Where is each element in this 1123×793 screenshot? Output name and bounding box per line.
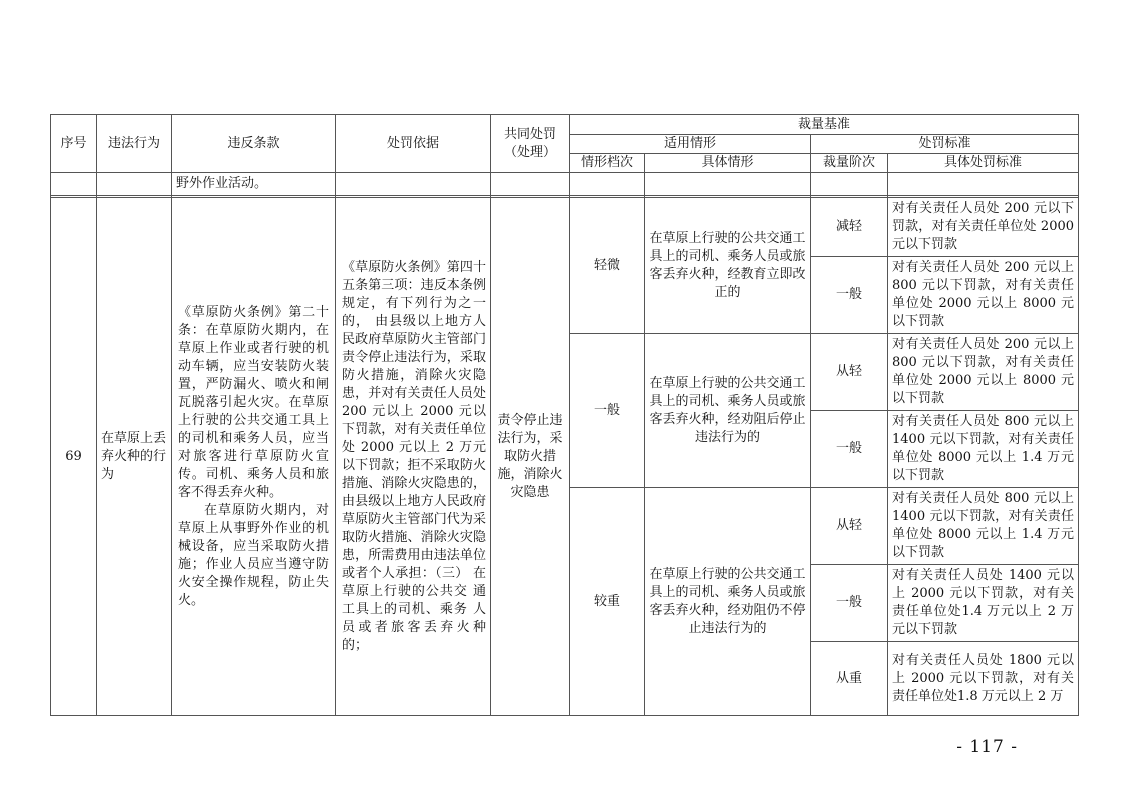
header-basis: 处罚依据	[336, 115, 491, 173]
level-2-rank-1: 从轻	[811, 334, 888, 411]
header-seq: 序号	[51, 115, 97, 173]
row-common: 责令停止违法行为，采取防火措施，消除火灾隐患	[491, 198, 570, 716]
header-specific: 具体处罚标准	[888, 154, 1079, 173]
level-1-name: 轻微	[570, 198, 645, 334]
level-1-rank-2: 一般	[811, 257, 888, 334]
header-row-1	[51, 115, 1079, 135]
header-rank: 裁量阶次	[811, 154, 888, 173]
level-3-situation: 在草原上行驶的公共交通工具上的司机、乘务人员或旅客丢弃火种，经劝阻仍不停止违法行为的	[645, 488, 811, 716]
page-number: - 117 -	[956, 737, 1018, 757]
level-1-standard-1: 对有关责任人员处 200 元以下罚款，对有关责任单位处 2000 元以下罚款	[888, 198, 1079, 257]
level-1-situation: 在草原上行驶的公共交通工具上的司机、乘务人员或旅客丢弃火种，经教育立即改正的	[645, 198, 811, 334]
level-2-name: 一般	[570, 334, 645, 488]
header-standard: 处罚标准	[811, 135, 1079, 154]
level-3-rank-3: 从重	[811, 642, 888, 716]
level-2-standard-1: 对有关责任人员处 200 元以上 800 元以下罚款，对有关责任单位处 2000 元以上 8000 元以下罚款	[888, 334, 1079, 411]
continuation-text: 野外作业活动。	[172, 173, 336, 196]
header-clause: 违反条款	[172, 115, 336, 173]
header-level: 情形档次	[570, 154, 645, 173]
level-3-name: 较重	[570, 488, 645, 716]
header-applicable: 适用情形	[570, 135, 811, 154]
table-row	[51, 198, 1079, 257]
level-2-situation: 在草原上行驶的公共交通工具上的司机、乘务人员或旅客丢弃火种，经劝阻后停止违法行为的	[645, 334, 811, 488]
header-discretion: 裁量基准	[570, 115, 1079, 135]
row-basis: 《草原防火条例》第四十五条第三项：违反本条例规定，有下列行为之一的， 由县级以上地方人民政府草原防火主管部门责令停止违法行为，采取防火措施，消除火灾隐患，并对有关责任人员处 200 元以上 2000 元以下罚款，对有关责任单位处 2000 元以上 2 万元以下罚款；拒不采取防火措施、消除火灾隐患的，由县级以上地方人民政府草原防火主管部门代为采取防火措施、消除火灾隐患，所需费用由违法单位或者个人承担：（三） 在草原上行驶的公共交 通工具上的司机、乘务 人员或者旅客丢弃火种 的；	[336, 198, 491, 716]
header-situation: 具体情形	[645, 154, 811, 173]
level-3-rank-1: 从轻	[811, 488, 888, 565]
level-2-rank-2: 一般	[811, 411, 888, 488]
clause-paragraph-2: 在草原防火期内，对草原上从事野外作业的机械设备，应当采取防火措施；作业人员应当遵守防火安全操作规程，防止失火。	[178, 502, 329, 608]
level-3-standard-1: 对有关责任人员处 800 元以上 1400 元以下罚款，对有关责任单位处 8000 元以上 1.4 万元以下罚款	[888, 488, 1079, 565]
row-clause	[172, 198, 336, 716]
header-common: 共同处罚（处理）	[491, 115, 570, 173]
continuation-row	[51, 173, 1079, 196]
level-3-standard-2: 对有关责任人员处 1400 元以上 2000 元以下罚款，对有关责任单位处1.4 万元以上 2 万元以下罚款	[888, 565, 1079, 642]
header-behavior: 违法行为	[97, 115, 172, 173]
level-1-rank-1: 减轻	[811, 198, 888, 257]
penalty-table	[50, 114, 1079, 716]
level-3-standard-3: 对有关责任人员处 1800 元以上 2000 元以下罚款，对有关责任单位处1.8 万元以上 2 万	[888, 642, 1079, 716]
clause-paragraph-1: 《草原防火条例》第二十条：在草原防火期内，在草原上作业或者行驶的机动车辆，应当安装防火装置，严防漏火、喷火和闸瓦脱落引起火灾。在草原上行驶的公共交通工具上的司机和乘务人员，应当对旅客进行草原防火宣传。司机、乘务人员和旅客不得丢弃火种。	[178, 304, 329, 500]
level-2-standard-2: 对有关责任人员处 800 元以上 1400 元以下罚款，对有关责任单位处 8000 元以上 1.4 万元以下罚款	[888, 411, 1079, 488]
level-1-standard-2: 对有关责任人员处 200 元以上 800 元以下罚款，对有关责任单位处 2000 元以上 8000 元以下罚款	[888, 257, 1079, 334]
row-seq: 69	[51, 198, 97, 716]
level-3-rank-2: 一般	[811, 565, 888, 642]
row-behavior: 在草原上丢弃火种的行为	[97, 198, 172, 716]
